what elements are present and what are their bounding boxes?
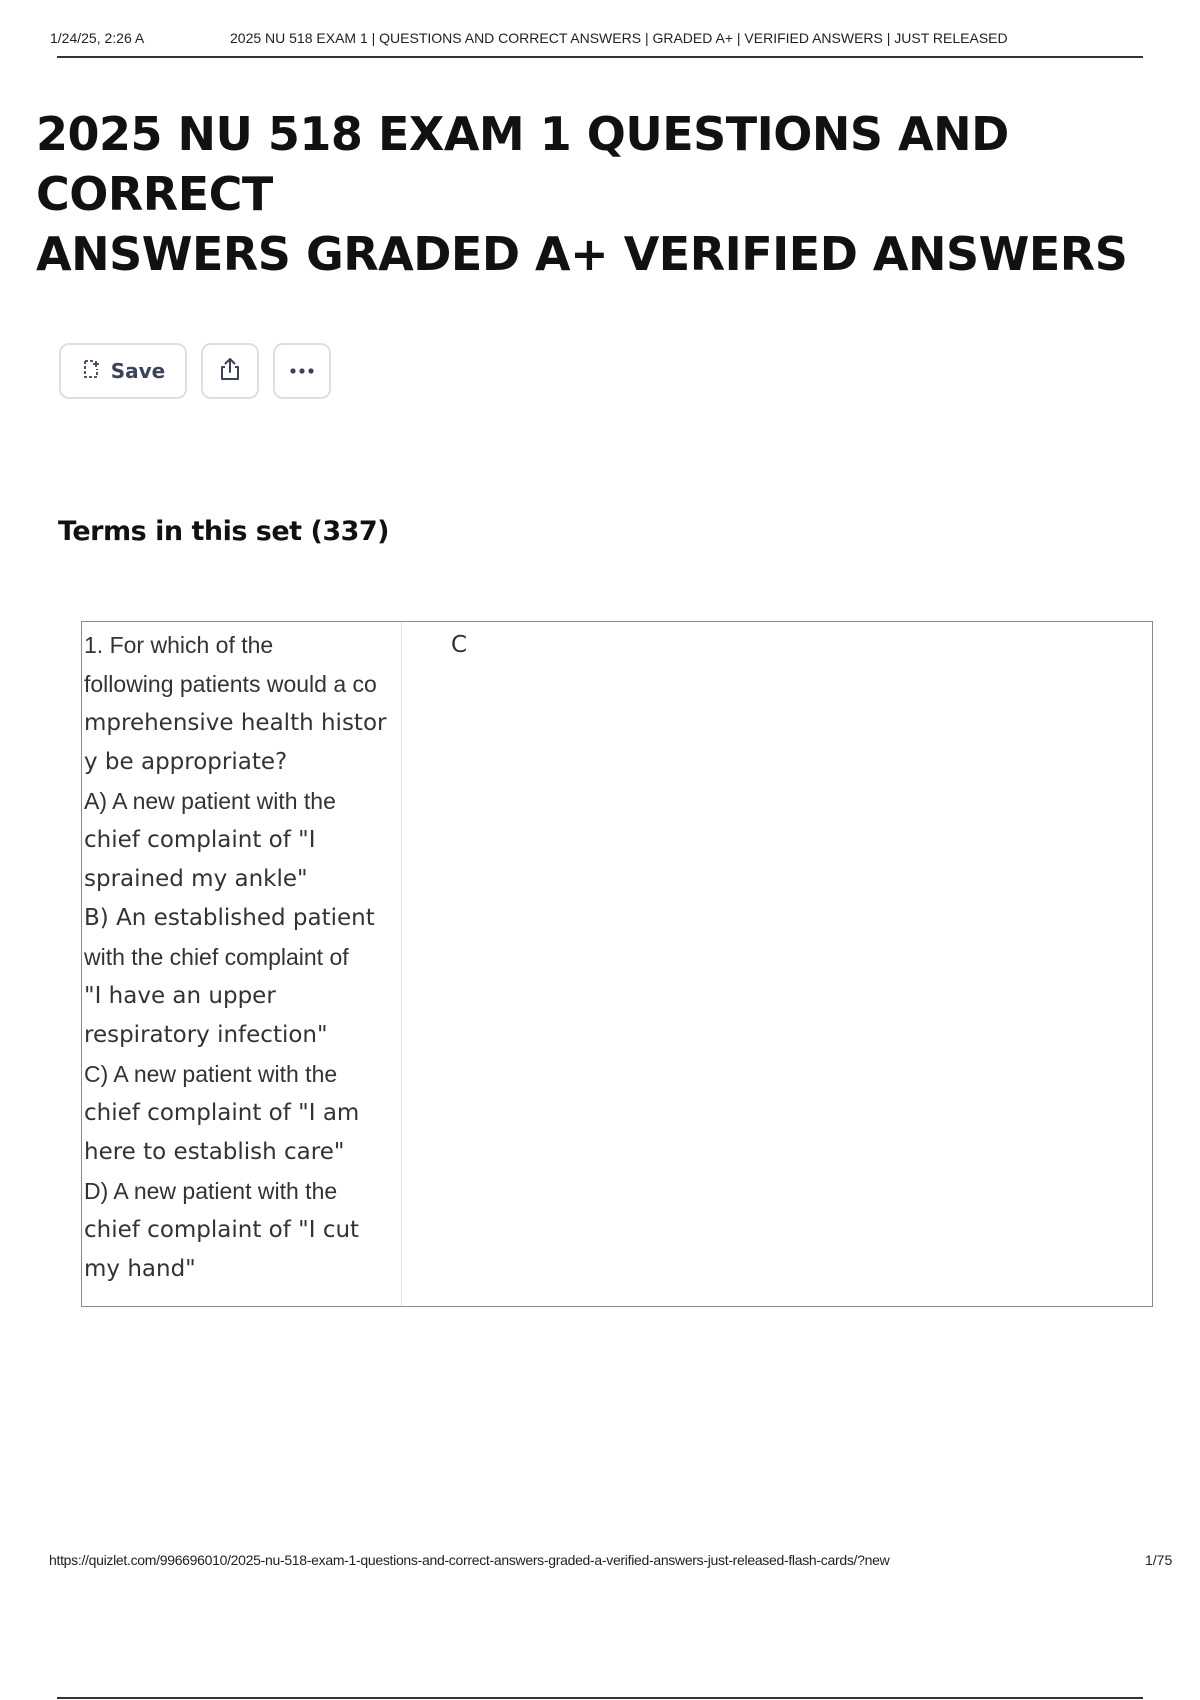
header-divider	[57, 56, 1143, 58]
bookmark-plus-icon	[81, 358, 101, 385]
print-document-title: 2025 NU 518 EXAM 1 | QUESTIONS AND CORRECT ANSWERS | GRADED A+ | VERIFIED ANSWERS | JUST RELEASED	[230, 30, 1008, 46]
share-icon	[216, 355, 244, 388]
term-line: 1. For which of the	[84, 632, 274, 658]
term-line: with the chief complaint of	[84, 944, 349, 970]
term-line: C) A new patient with the	[84, 1061, 338, 1087]
footer-divider	[57, 1697, 1143, 1699]
more-options-button[interactable]	[273, 343, 331, 399]
term-line: chief complaint of "I am	[84, 1100, 360, 1126]
term-line: "I have an upper	[84, 983, 276, 1009]
term-line: chief complaint of "I	[84, 827, 316, 853]
term-line: here to establish care"	[84, 1139, 345, 1165]
footer-url: https://quizlet.com/996696010/2025-nu-518-exam-1-questions-and-correct-answers-graded-a-verified-answers-just-released-flash-cards/?new	[49, 1552, 890, 1568]
page-title-line-2: ANSWERS GRADED A+ VERIFIED ANSWERS	[36, 227, 1128, 281]
flashcard-definition: C	[451, 632, 468, 658]
term-line: A) A new patient with the	[84, 788, 336, 814]
term-line: sprained my ankle"	[84, 866, 308, 892]
page-indicator: 1/75	[1145, 1552, 1173, 1568]
print-header	[50, 26, 1168, 48]
flashcard-term	[82, 622, 402, 1306]
page-title-line-1: 2025 NU 518 EXAM 1 QUESTIONS AND CORRECT	[36, 107, 1009, 221]
save-button[interactable]	[59, 343, 187, 399]
more-options-icon	[288, 362, 316, 380]
term-line: respiratory infection"	[84, 1022, 328, 1048]
flashcard-row	[81, 621, 1153, 1307]
term-line: y be appropriate?	[84, 749, 288, 775]
page-title	[36, 104, 1176, 284]
terms-heading: Terms in this set (337)	[58, 516, 390, 547]
action-bar	[59, 343, 331, 401]
term-line: chief complaint of "I cut	[84, 1217, 360, 1243]
term-line: B) An established patient	[84, 905, 375, 931]
term-line: my hand"	[84, 1256, 196, 1282]
share-button[interactable]	[201, 343, 259, 399]
term-line: D) A new patient with the	[84, 1178, 338, 1204]
print-date: 1/24/25, 2:26 A	[50, 30, 145, 46]
save-button-label: Save	[110, 359, 166, 383]
term-line: following patients would a co	[84, 671, 377, 697]
term-line: mprehensive health histor	[84, 710, 387, 736]
